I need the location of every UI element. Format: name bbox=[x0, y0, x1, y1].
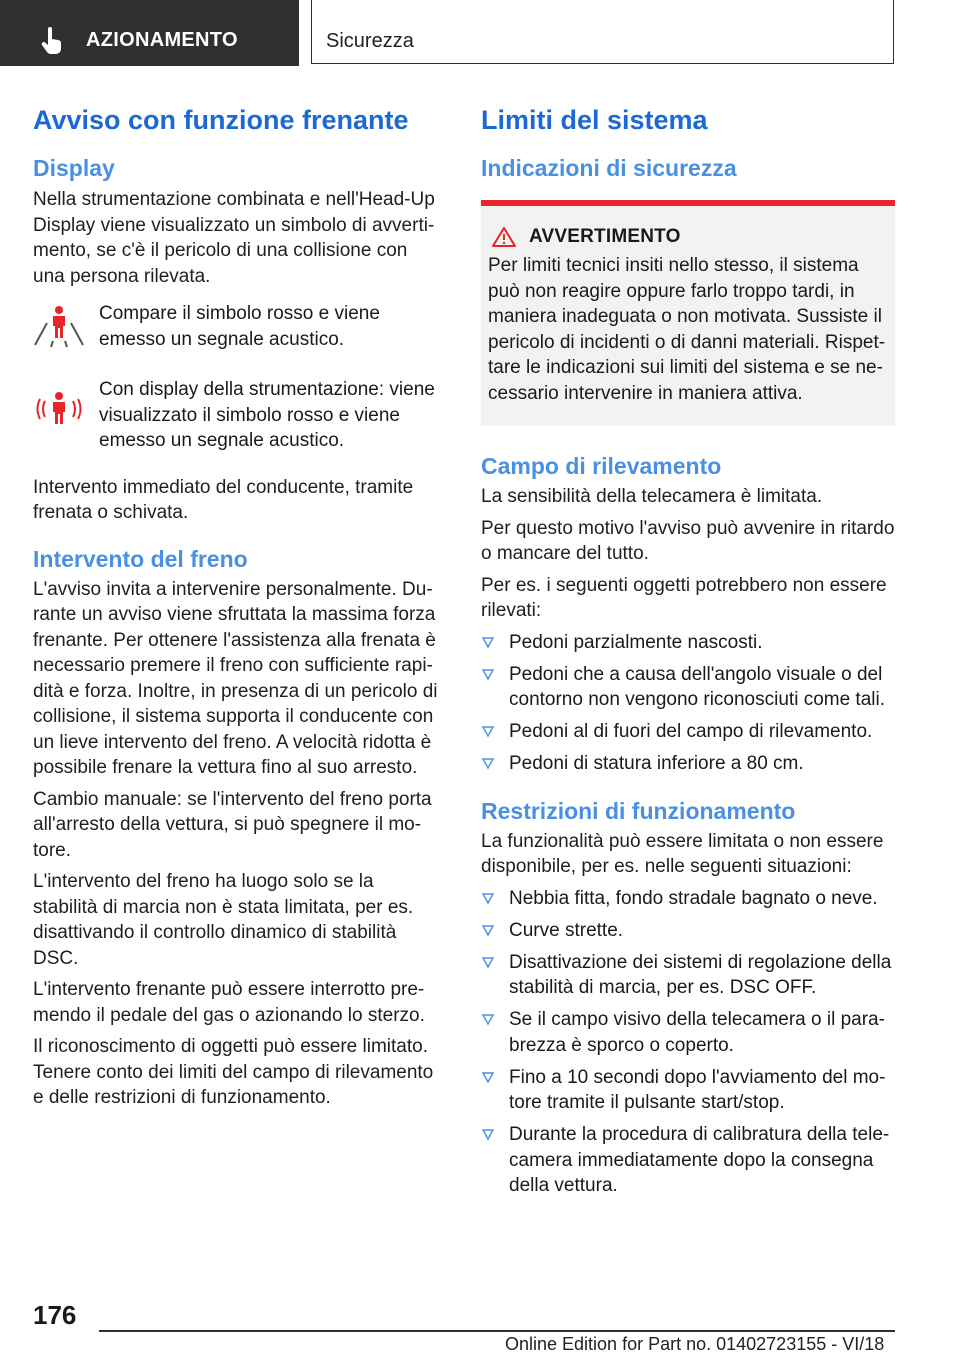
page-number: 176 bbox=[33, 1300, 77, 1330]
bullet-triangle-icon bbox=[482, 925, 494, 937]
warning-text: Per limiti tecnici insiti nello stesso, il sistema può non reagire oppure farlo troppo tardi, in maniera inadeguata o non motivata. Sussiste il pericolo di incidenti o di danni materiali. Rispettare le indicazioni sui limiti del sistema e se necessario intervenire in maniera attiva. bbox=[488, 255, 886, 404]
pedestrian-sound-icon bbox=[33, 391, 85, 431]
brake-paragraph-2: Cambio manuale: se l'intervento del freno porta all'arresto della vettura, si può spegnere il motore. bbox=[33, 788, 432, 861]
display-symbol-row bbox=[33, 377, 443, 454]
intervention-text: Intervento immediato del conducente, tramite frenata o schivata. bbox=[33, 476, 414, 523]
pedestrian-warning-icon bbox=[33, 305, 85, 349]
bullet-triangle-icon bbox=[482, 726, 494, 738]
bullet-triangle-icon bbox=[482, 893, 494, 905]
bullet-triangle-icon bbox=[482, 1072, 494, 1084]
chapter-title: AZIONAMENTO bbox=[86, 29, 238, 51]
right-column bbox=[481, 98, 895, 1205]
safety-heading: Indicazioni di sicurezza bbox=[481, 155, 737, 181]
range-heading: Campo di rilevamento bbox=[481, 453, 722, 479]
display-heading: Display bbox=[33, 155, 115, 181]
brake-paragraph-4: L'intervento frenante può essere interrotto premendo il pedale del gas o azionando lo sterzo. bbox=[33, 979, 425, 1026]
warning-symbol-row bbox=[33, 301, 443, 352]
list-item: Pedoni al di fuori del campo di rilevamento. bbox=[481, 719, 895, 745]
bullet-triangle-icon bbox=[482, 1129, 494, 1141]
list-item: Pedoni parzialmente nascosti. bbox=[481, 630, 895, 656]
bullet-triangle-icon bbox=[482, 1014, 494, 1026]
section-title: Sicurezza bbox=[326, 30, 414, 52]
warning-triangle-icon bbox=[491, 226, 517, 248]
list-item: Durante la procedura di calibratura della telecamera immediatamente dopo la consegna della vettura. bbox=[481, 1122, 895, 1199]
icon1-text: Compare il simbolo rosso e viene emesso un segnale acustico. bbox=[99, 303, 380, 350]
icon2-text: Con display della strumentazione: viene visualizzato il simbolo rosso e viene emesso un segnale acustico. bbox=[99, 379, 435, 451]
restrictions-heading: Restrizioni di funzionamento bbox=[481, 797, 796, 824]
restrictions-paragraph: La funzionalità può essere limitata o non essere disponibile, per es. nelle seguenti situazioni: bbox=[481, 830, 884, 877]
restrictions-list bbox=[481, 886, 895, 1199]
warning-box bbox=[481, 200, 895, 426]
bullet-triangle-icon bbox=[482, 669, 494, 681]
section-tab bbox=[311, 0, 894, 64]
list-item: Curve strette. bbox=[481, 918, 895, 944]
list-item: Nebbia fitta, fondo stradale bagnato o neve. bbox=[481, 886, 895, 912]
bullet-triangle-icon bbox=[482, 758, 494, 770]
range-paragraph-1: La sensibilità della telecamera è limitata. bbox=[481, 486, 823, 507]
brake-paragraph-5: Il riconoscimento di oggetti può essere limitato. Tenere conto dei limiti del campo di rilevamento e delle restrizioni di funzionamento. bbox=[33, 1036, 434, 1108]
bullet-triangle-icon bbox=[482, 957, 494, 969]
warning-title: AVVERTIMENTO bbox=[529, 226, 681, 247]
footer-divider bbox=[99, 1330, 895, 1332]
brake-heading: Intervento del freno bbox=[33, 545, 248, 572]
hand-pointer-icon bbox=[40, 27, 64, 55]
chapter-tab bbox=[0, 0, 299, 66]
list-item: Disattivazione dei sistemi di regolazione della stabilità di marcia, per es. DSC OFF. bbox=[481, 950, 895, 1001]
brake-paragraph-3: L'intervento del freno ha luogo solo se la stabilità di marcia non è stata limitata, per es. disattivando il controllo dinamico di stabilità DSC. bbox=[33, 871, 414, 969]
list-item: Se il campo visivo della telecamera o il parabrezza è sporco o coperto. bbox=[481, 1007, 895, 1058]
warning-header bbox=[488, 226, 887, 248]
page-title: Avviso con funzione frenante bbox=[33, 105, 409, 135]
edition-info: Online Edition for Part no. 01402723155 - VI/18 bbox=[505, 1334, 885, 1354]
left-column bbox=[33, 98, 443, 1111]
bullet-triangle-icon bbox=[482, 637, 494, 649]
range-paragraph-3: Per es. i seguenti oggetti potrebbero non essere rilevati: bbox=[481, 574, 887, 621]
range-list bbox=[481, 630, 895, 777]
brake-paragraph-1: L'avviso invita a intervenire personalmente. Durante un avviso viene sfruttata la massima forza frenante. Per ottenere l'assistenza alla frenata è necessario premere il freno con sufficiente rapidità e forza. Inoltre, in presenza di un pericolo di collisione, il sistema supporta il conducente con un lieve intervento del freno. A velocità ridotta è possibile frenare la vettura fino al suo arresto. bbox=[33, 578, 438, 778]
display-text: Nella strumentazione combinata e nell'Head-Up Display viene visualizzato un simbolo di avvertimento, se c'è il pericolo di una collisione con una persona rilevata. bbox=[33, 189, 435, 287]
system-limits-title: Limiti del sistema bbox=[481, 105, 708, 135]
list-item: Fino a 10 secondi dopo l'avviamento del motore tramite il pulsante start/stop. bbox=[481, 1065, 895, 1116]
range-paragraph-2: Per questo motivo l'avviso può avvenire in ritardo o mancare del tutto. bbox=[481, 517, 895, 564]
list-item: Pedoni che a causa dell'angolo visuale o del contorno non vengono riconosciuti come tali. bbox=[481, 662, 895, 713]
list-item: Pedoni di statura inferiore a 80 cm. bbox=[481, 751, 895, 777]
